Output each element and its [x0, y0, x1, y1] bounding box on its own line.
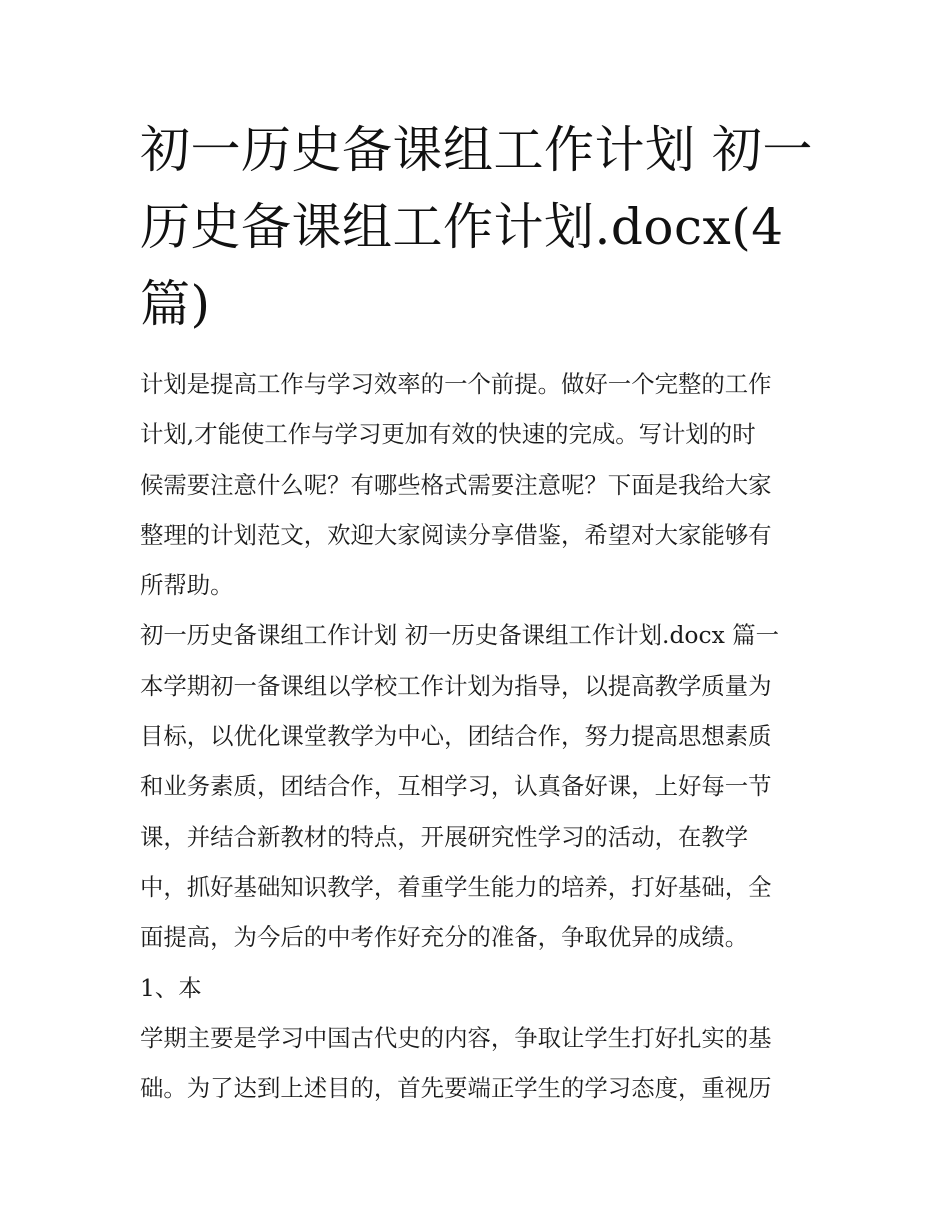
- title-line: 历史备课组工作计划.docx(4: [140, 198, 784, 256]
- list-item-label: [140, 963, 812, 1013]
- text-line: 学期主要是学习中国古代史的内容，争取让学生打好扎实的基: [140, 1023, 772, 1052]
- text-line: 目标，以优化课堂教学为中心，团结合作，努力提高思想素质: [140, 722, 772, 751]
- title-line: 初一历史备课组工作计划 初一: [140, 121, 813, 179]
- text-line: 计划,才能使工作与学习更加有效的快速的完成。写计划的时: [140, 420, 756, 449]
- item-paragraph: [140, 1013, 812, 1114]
- text-line: 计划是提高工作与学习效率的一个前提。做好一个完整的工作: [140, 370, 772, 398]
- text-line: 本学期初一备课组以学校工作计划为指导，以提高教学质量为: [140, 671, 772, 700]
- document-title: [140, 112, 812, 343]
- text-line: 所帮助。: [140, 571, 234, 600]
- text-line: 候需要注意什么呢？有哪些格式需要注意呢？下面是我给大家: [140, 470, 772, 499]
- text-line: 1、本: [140, 973, 202, 1002]
- text-line: 整理的计划范文，欢迎大家阅读分享借鉴，希望对大家能够有: [140, 520, 772, 549]
- text-line: 中，抓好基础知识教学，着重学生能力的培养，打好基础，全: [140, 872, 772, 901]
- text-line: 课，并结合新教材的特点，开展研究性学习的活动，在教学: [140, 822, 749, 851]
- intro-paragraph: [140, 359, 812, 610]
- text-line: 初一历史备课组工作计划 初一历史备课组工作计划.docx 篇一: [140, 621, 780, 650]
- document-content: [140, 112, 812, 1113]
- text-line: 和业务素质，团结合作，互相学习，认真备好课，上好每一节: [140, 772, 772, 801]
- text-line: 础。为了达到上述目的，首先要端正学生的学习态度，重视历: [140, 1074, 772, 1103]
- body-paragraph: [140, 610, 812, 962]
- text-line: 面提高，为今后的中考作好充分的准备，争取优异的成绩。: [140, 923, 749, 952]
- title-line: 篇): [140, 275, 211, 333]
